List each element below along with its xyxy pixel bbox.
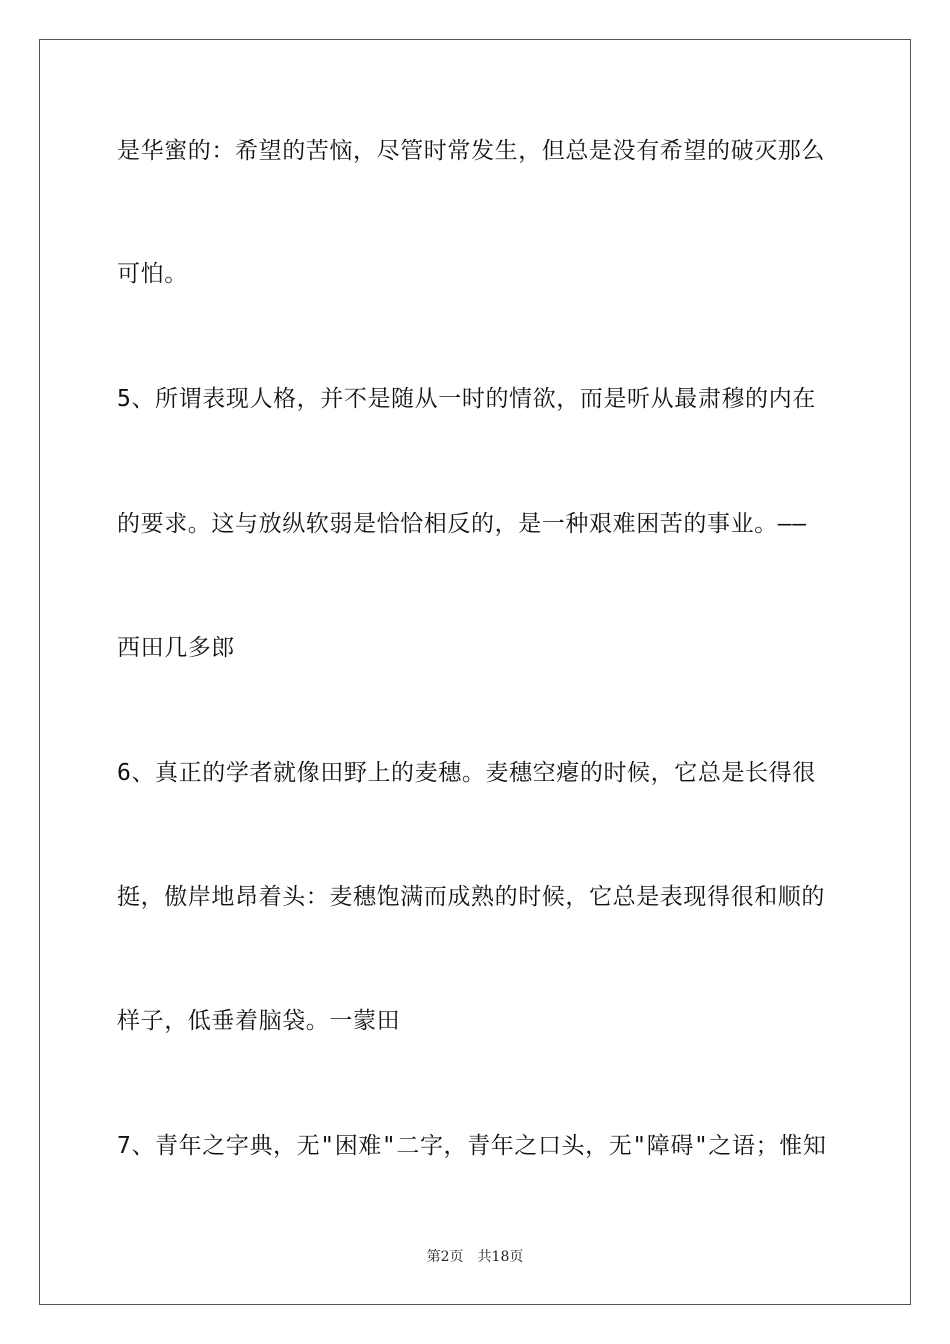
page-total: 共18页 <box>477 1249 524 1265</box>
text-line: 的要求。这与放纵软弱是恰恰相反的，是一种艰难困苦的事业。—— <box>117 511 807 537</box>
text-line: 挺，傲岸地昂着头：麦穗饱满而成熟的时候，它总是表现得很和顺的 <box>117 884 825 910</box>
page-border <box>39 39 911 1305</box>
text-line: 西田几多郎 <box>117 635 235 661</box>
text-line: 是华蜜的：希望的苦恼，尽管时常发生，但总是没有希望的破灭那么 <box>117 138 825 164</box>
text-line: 可怕。 <box>117 261 188 287</box>
text-line: 5、所谓表现人格，并不是随从一时的情欲，而是听从最肃穆的内在 <box>117 386 816 412</box>
text-line: 7、青年之字典，无"困难"二字，青年之口头，无"障碍"之语；惟知 <box>117 1133 827 1159</box>
page-footer <box>0 1247 950 1267</box>
text-line: 6、真正的学者就像田野上的麦穗。麦穗空瘪的时候，它总是长得很 <box>117 760 816 786</box>
text-line: 样子，低垂着脑袋。一蒙田 <box>117 1008 401 1034</box>
page-number: 第2页 <box>426 1249 464 1265</box>
